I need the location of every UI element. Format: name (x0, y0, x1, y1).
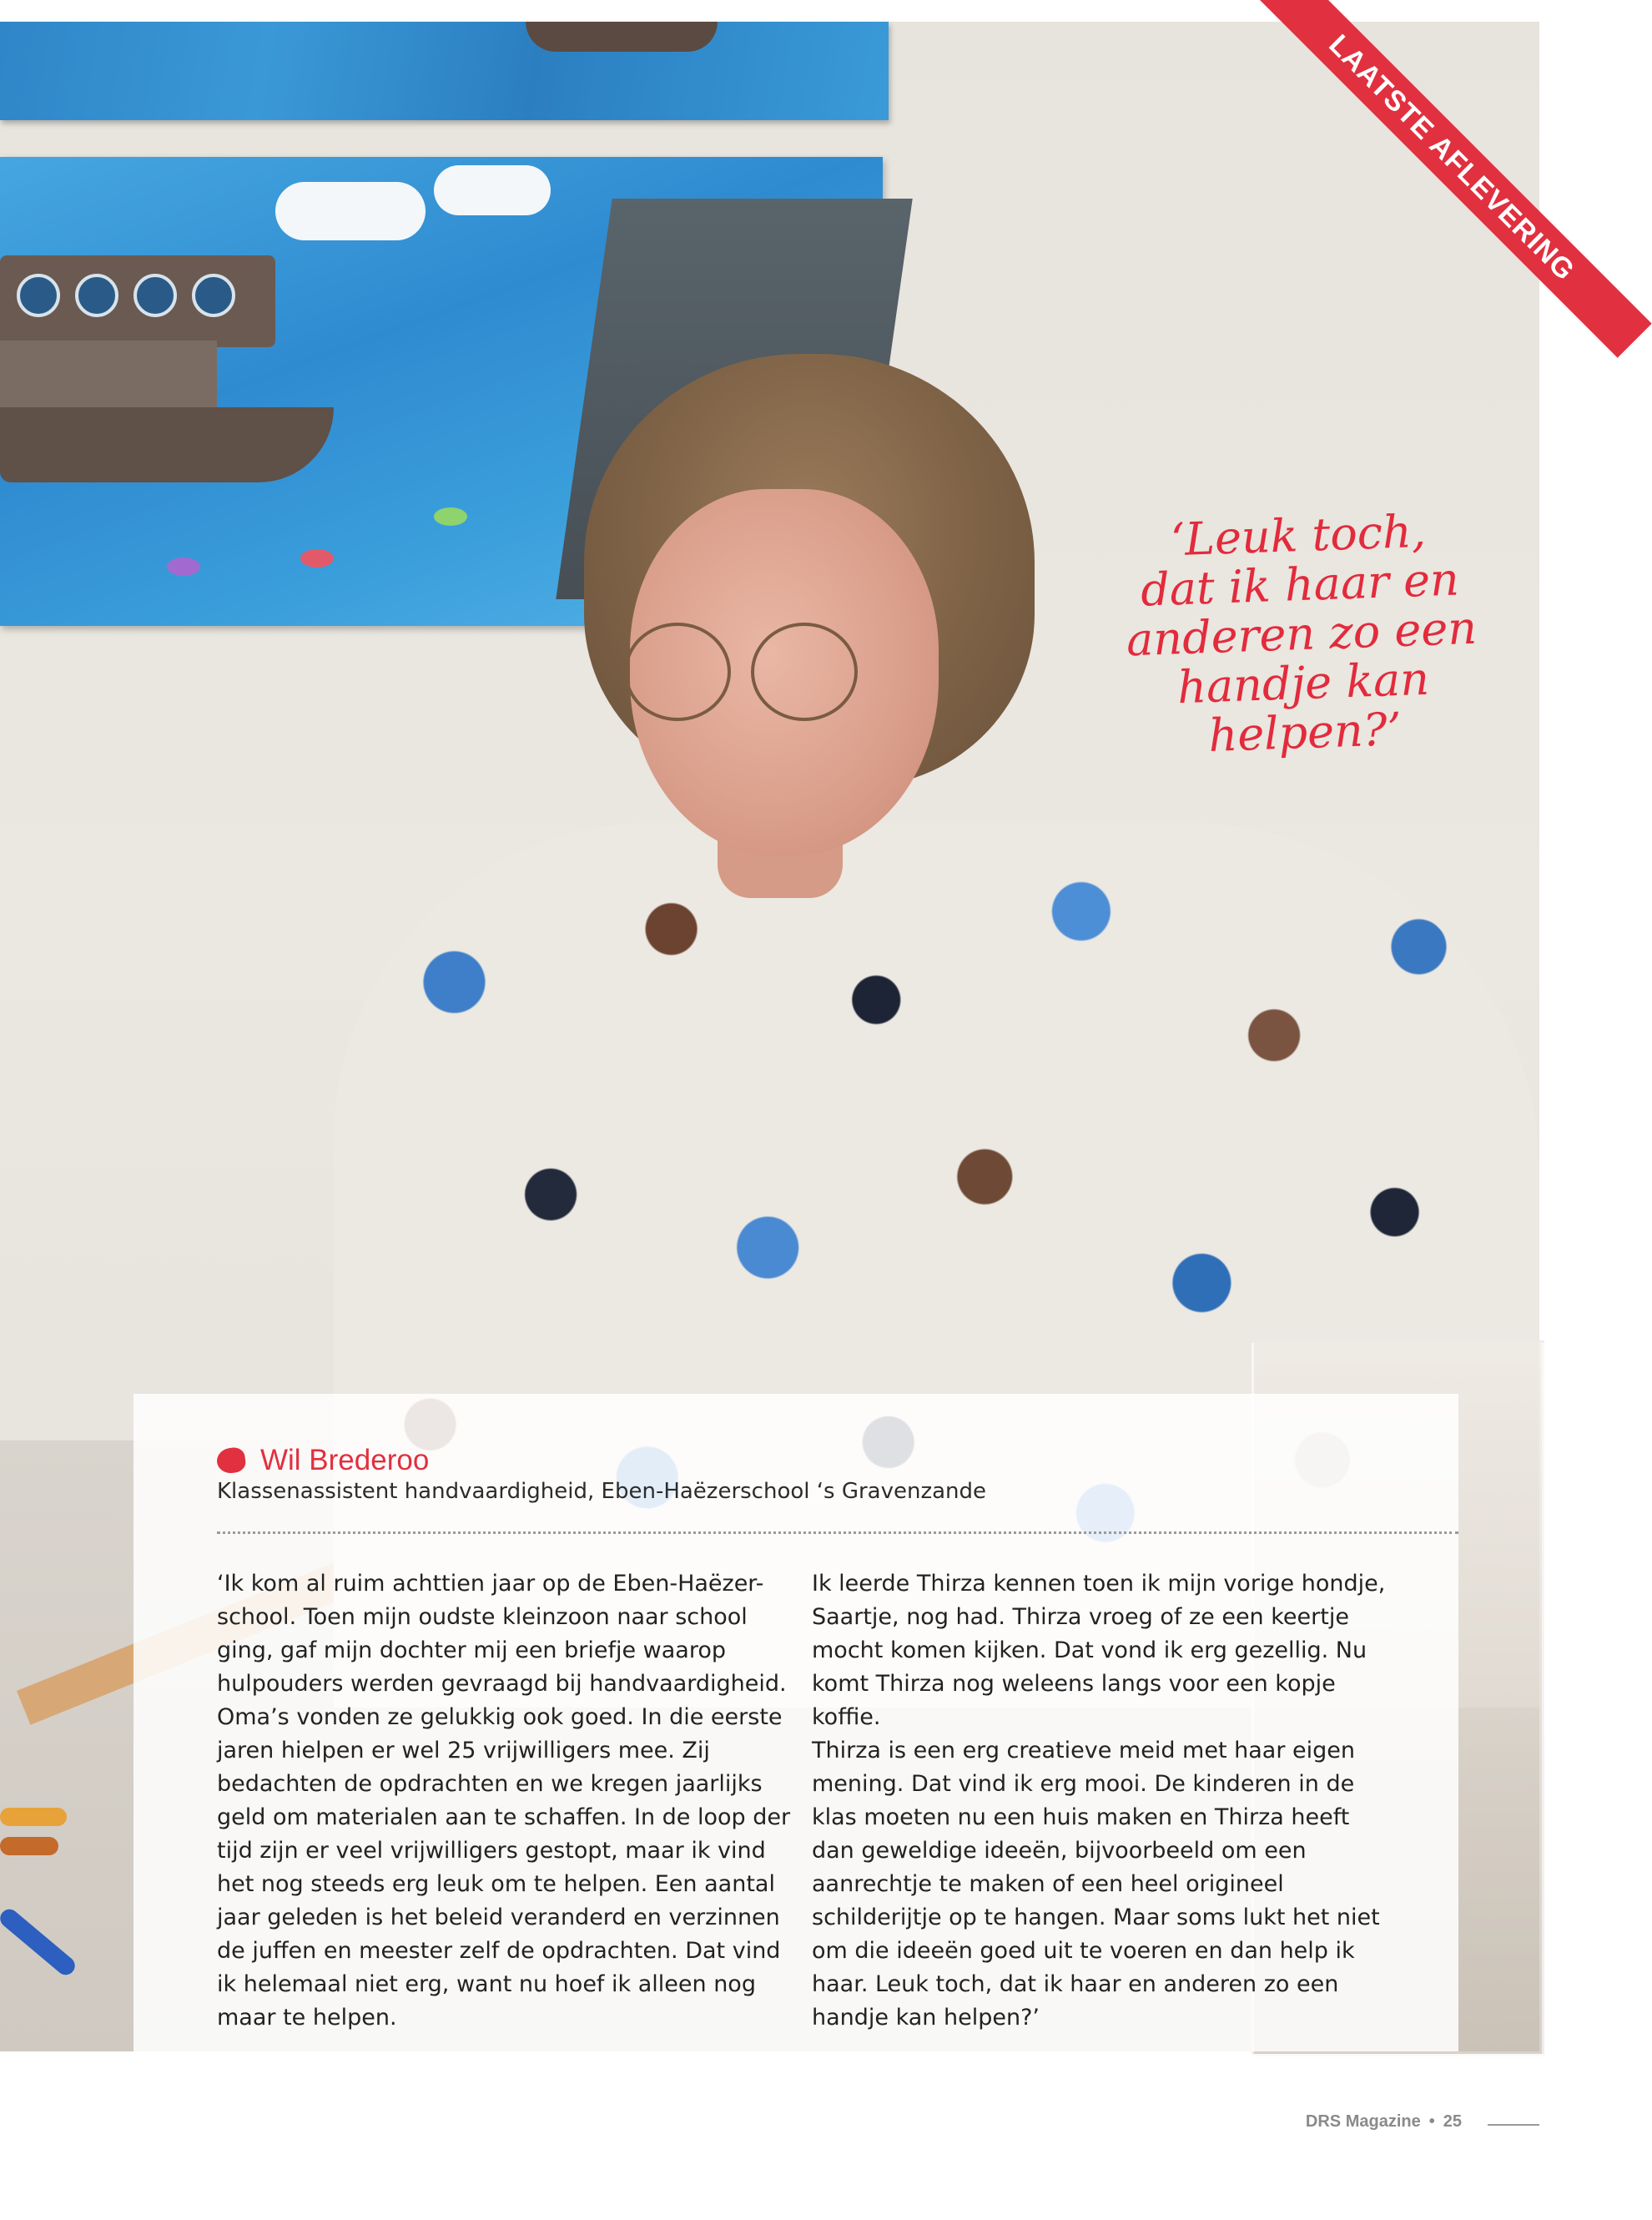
painting-fish (167, 558, 200, 576)
craft-stick (0, 1808, 67, 1826)
article-paragraph: Ik leerde Thirza kennen toen ik mijn vorige hondje, Saartje, nog had. Thirza vroeg of ze een keertje mocht komen kijken. Dat vond ik erg gezellig. Nu komt Thirza nog weleens langs voor een kopje koffie. (812, 1571, 1386, 1730)
red-blob-bullet-icon (215, 1446, 247, 1475)
child-painting-top (0, 22, 889, 120)
painting-ark-window (17, 274, 60, 317)
painting-fish (300, 549, 334, 568)
footer-separator: • (1428, 2112, 1435, 2131)
article-column-left (217, 1567, 793, 2035)
painting-ark-hull (0, 407, 334, 482)
craft-stick (0, 1837, 58, 1855)
pull-quote-line: helpen?’ (1207, 702, 1403, 762)
article-card (133, 1394, 1458, 2051)
painting-cloud (434, 165, 551, 215)
page-number: 25 (1443, 2112, 1462, 2131)
article-paragraph: Thirza is een erg creatieve meid met haar eigen mening. Dat vind ik erg mooi. De kinderen in de klas moeten nu een huis maken en Thirza heeft dan geweldige ideeën, bijvoorbeeld om een aanrechtje te maken of een heel origineel schilderijtje op te hangen. Maar soms lukt het niet om die ideeën goed uit te voeren en dan help ik haar. Leuk toch, dat ik haar en anderen zo een handje kan helpen?’ (812, 1738, 1380, 2031)
painting-ark-window (192, 274, 235, 317)
glasses-right-lens (751, 623, 858, 721)
magazine-name: DRS Magazine (1305, 2112, 1421, 2131)
pull-quote-line: ‘Leuk toch, (1169, 504, 1427, 567)
painting-ark-window (133, 274, 177, 317)
pull-quote-line: anderen zo een (1126, 601, 1478, 667)
painting-ark-window (75, 274, 118, 317)
article-column-right (812, 1567, 1388, 2035)
glasses-left-lens (624, 623, 731, 721)
pull-quote (1080, 503, 1523, 764)
painting-boat (526, 22, 718, 52)
pull-quote-line: dat ik haar en (1140, 552, 1460, 617)
footer-rule (1488, 2124, 1539, 2126)
page-footer (1306, 2112, 1462, 2132)
painting-cloud (275, 182, 426, 240)
person-heading (217, 1444, 429, 1477)
article-paragraph: ‘Ik kom al ruim achttien jaar op de Eben-Haëzer-school. Toen mijn oudste kleinzoon naar school ging, gaf mijn dochter mij een briefje waarop hulpouders werden gevraagd bij handvaardigheid. Oma’s vonden ze gelukkig ook goed. In die eerste jaren hielpen er wel 25 vrijwilligers mee. Zij bedachten de opdrachten en we kregen jaarlijks geld om materialen aan te schaffen. In de loop der tijd zijn er veel vrijwilligers gestopt, maar ik vind het nog steeds erg leuk om te helpen. Een aantal jaar geleden is het beleid veranderd en verzinnen de juffen en meester zelf de opdrachten. Dat vind ik helemaal niet erg, want nu hoef ik alleen nog maar te helpen. (217, 1571, 791, 2031)
pull-quote-line: handje kan (1176, 652, 1431, 714)
person-role: Klassenassistent handvaardigheid, Eben-Haëzerschool ‘s Gravenzande (217, 1479, 987, 1504)
series-banner: LAATSTE AFLEVERING (1252, 0, 1651, 358)
painting-ark-cabin (0, 341, 217, 416)
painting-fish (434, 507, 467, 526)
person-name: Wil Brederoo (260, 1444, 430, 1476)
dotted-divider (217, 1531, 1458, 1534)
